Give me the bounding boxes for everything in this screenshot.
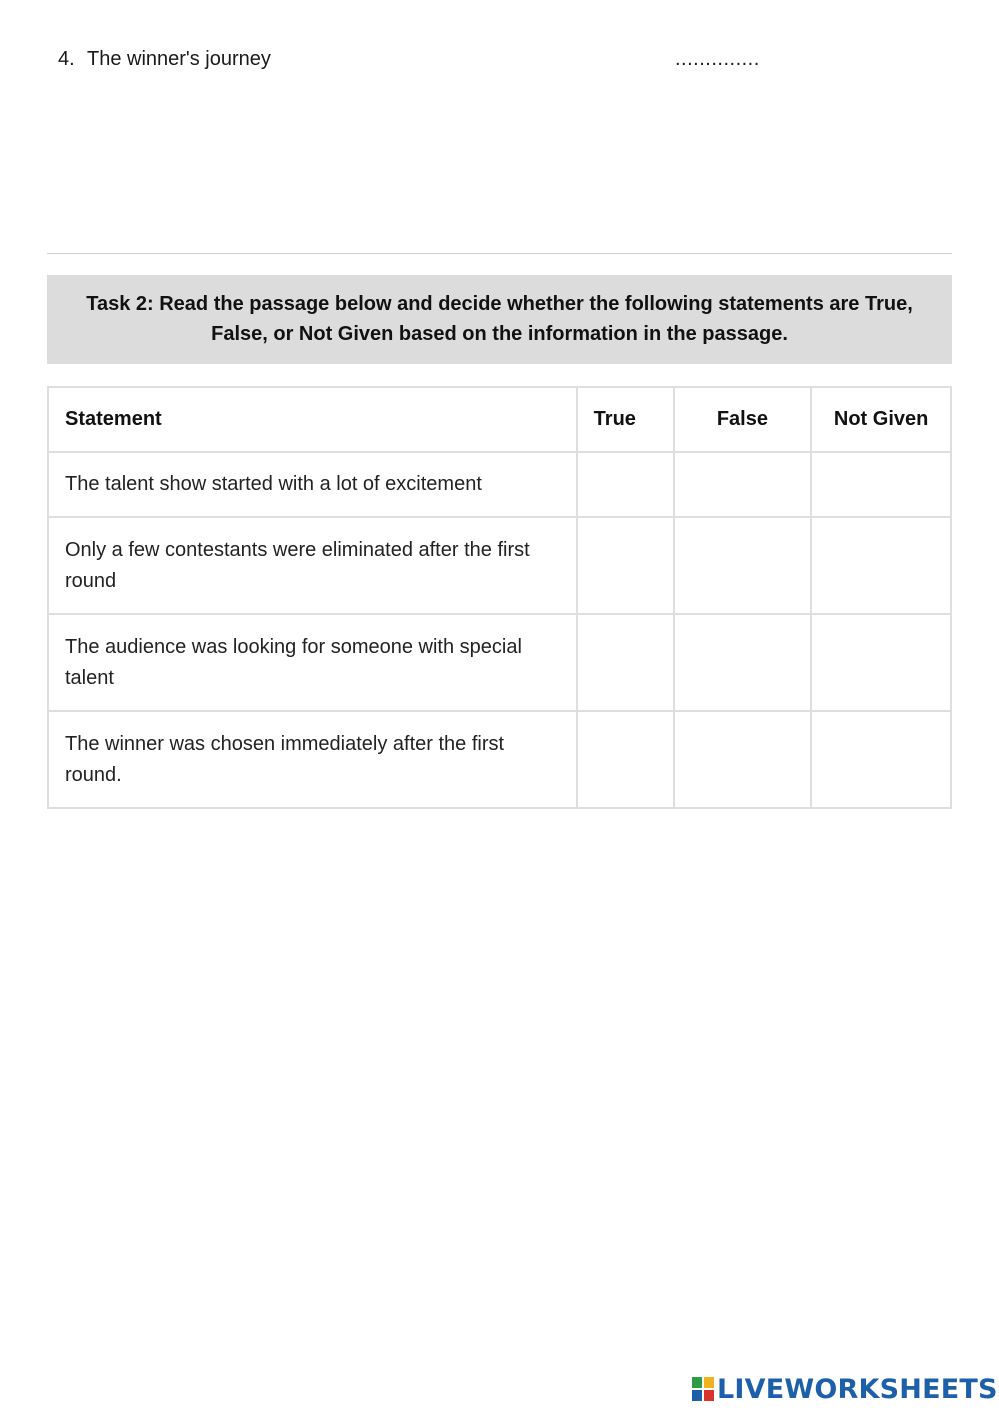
header-false: False: [674, 387, 812, 452]
header-true: True: [577, 387, 674, 452]
answer-true-cell[interactable]: [577, 614, 674, 711]
answer-not-given-cell[interactable]: [811, 711, 951, 808]
logo-blocks-icon: [692, 1377, 714, 1401]
statement-cell: The audience was looking for someone with special talent: [48, 614, 577, 711]
statement-cell: The winner was chosen immediately after the first round.: [48, 711, 577, 808]
answer-false-cell[interactable]: [674, 711, 812, 808]
header-statement: Statement: [48, 387, 577, 452]
answer-false-cell[interactable]: [674, 517, 812, 614]
logo-block-blue: [692, 1390, 702, 1401]
answer-not-given-cell[interactable]: [811, 517, 951, 614]
question-item-4: [58, 48, 778, 78]
table-header-row: [48, 387, 951, 452]
table-row: [48, 517, 951, 614]
statement-cell: Only a few contestants were eliminated after the first round: [48, 517, 577, 614]
table-row: [48, 452, 951, 517]
brand-wordmark: LIVEWORKSHEETS: [717, 1373, 998, 1405]
answer-false-cell[interactable]: [674, 614, 812, 711]
logo-block-yellow: [704, 1377, 714, 1388]
answer-not-given-cell[interactable]: [811, 452, 951, 517]
answer-not-given-cell[interactable]: [811, 614, 951, 711]
statement-cell: The talent show started with a lot of excitement: [48, 452, 577, 517]
table-row: [48, 711, 951, 808]
logo-block-red: [704, 1390, 714, 1401]
answer-true-cell[interactable]: [577, 517, 674, 614]
task-2-instructions: Task 2: Read the passage below and decide whether the following statements are True, False, or Not Given based on the information in the passage.: [47, 275, 952, 364]
section-divider: [47, 253, 952, 254]
item-number: 4.: [58, 48, 75, 70]
liveworksheets-logo: [692, 1372, 998, 1406]
answer-blank[interactable]: ..............: [675, 48, 760, 70]
table-row: [48, 614, 951, 711]
answer-true-cell[interactable]: [577, 452, 674, 517]
answer-true-cell[interactable]: [577, 711, 674, 808]
answer-false-cell[interactable]: [674, 452, 812, 517]
header-not-given: Not Given: [811, 387, 951, 452]
logo-block-green: [692, 1377, 702, 1388]
true-false-not-given-table: [47, 386, 952, 809]
item-text: The winner's journey: [87, 48, 271, 70]
